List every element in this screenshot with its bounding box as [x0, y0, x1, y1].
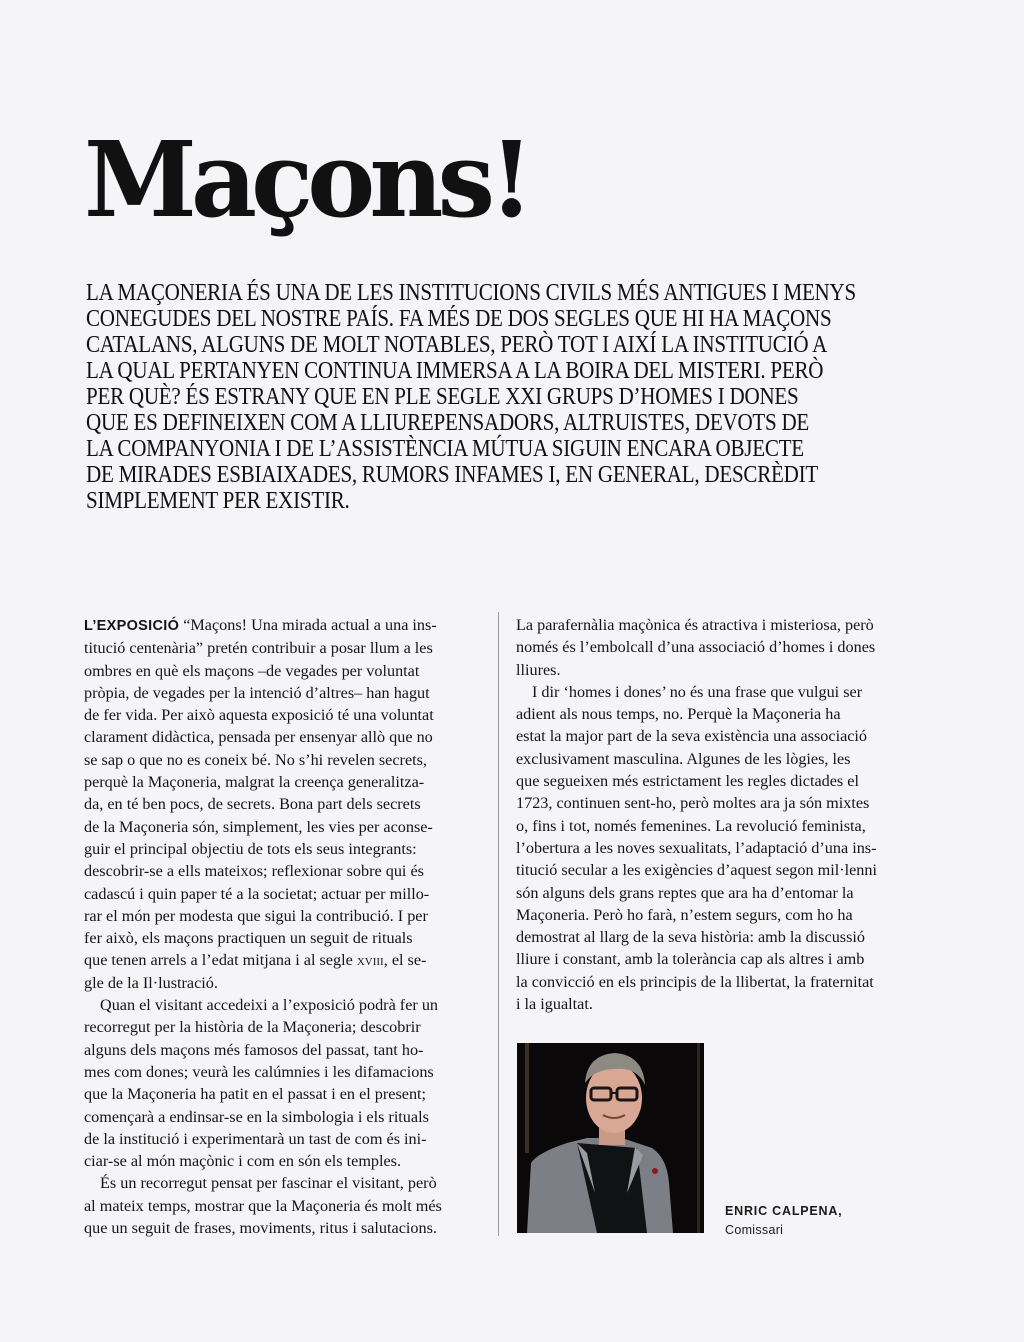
lead-line: LA MAÇONERIA ÉS UNA DE LES INSTITUCIONS CIVILS MÉS ANTIGUES I MENYS: [86, 279, 856, 306]
text-line: titució secular a les exigències d’aquest segon mil·lenni: [516, 861, 877, 880]
text-line: són alguns dels grans reptes que ara ha d’entomar la: [516, 883, 854, 902]
text-line: mes com dones; veurà les calúmnies i les difamacions: [84, 1062, 434, 1081]
text-line: da, en té ben pocs, de secrets. Bona part dels secrets: [84, 795, 421, 814]
text-line: La parafernàlia maçònica és atractiva i misteriosa, però: [516, 616, 874, 634]
text-line: perquè la Maçoneria, malgrat la creença generalitza-: [84, 773, 425, 792]
text-line: de fer vida. Per això aquesta exposició té una voluntat: [84, 706, 434, 725]
text-line: recorregut per la història de la Maçoneria; descobrir: [84, 1018, 421, 1037]
text-line: que segueixen més estrictament les regles dictades el: [516, 772, 859, 791]
caption-name: ENRIC CALPENA,: [725, 1204, 843, 1218]
lead-line: SIMPLEMENT PER EXISTIR.: [86, 487, 350, 514]
text-line: estat la major part de la seva existència una associació: [516, 727, 868, 746]
lead-paragraph: [86, 280, 946, 514]
text-line: que un seguit de frases, moviments, ritus i salutacions.: [84, 1219, 437, 1238]
text-line: i la igualtat.: [516, 995, 593, 1014]
lead-line: LA QUAL PERTANYEN CONTINUA IMMERSA A LA BOIRA DEL MISTERI. PERÒ: [86, 357, 824, 384]
text-line: Maçoneria. Però ho farà, n’estem segurs, com ho ha: [516, 905, 853, 924]
column-divider: [498, 612, 499, 1236]
text-line: I dir ‘homes i dones’ no és una frase que vulgui ser: [532, 682, 863, 701]
text-line: que tenen arrels a l’edat mitjana i al segle xviii, el se-: [84, 951, 427, 970]
text-line: l’obertura a les noves sexualitats, l’adaptació d’una ins-: [516, 838, 877, 857]
text-line: alguns dels maçons més famosos del passat, tant ho-: [84, 1040, 424, 1059]
text-line: És un recorregut pensat per fascinar el visitant, però: [100, 1174, 437, 1193]
text-line: Quan el visitant accedeixi a l’exposició podrà fer un: [100, 996, 439, 1015]
text-line: la convicció en els principis de la llibertat, la fraternitat: [516, 972, 874, 991]
text-line: se sap o que no es coneix bé. No s’hi revelen secrets,: [84, 750, 427, 769]
text-line: demostrat al llarg de la seva història: amb la discussió: [516, 928, 865, 947]
text-line: adient als nous temps, no. Perquè la Maçoneria ha: [516, 705, 841, 724]
lead-line: CATALANS, ALGUNS DE MOLT NOTABLES, PERÒ TOT I AIXÍ LA INSTITUCIÓ A: [86, 331, 828, 358]
text-line: lliures.: [516, 660, 561, 679]
caption-role: Comissari: [725, 1223, 784, 1237]
text-line: només és l’embolcall d’una associació d’homes i dones: [516, 638, 876, 657]
text-line: [84, 614, 484, 637]
text-line: començarà a endinsar-se en la simbologia i els rituals: [84, 1107, 429, 1126]
lead-line: DE MIRADES ESBIAIXADES, RUMORS INFAMES I, EN GENERAL, DESCRÈDIT: [86, 461, 818, 488]
portrait-photo: [517, 1043, 704, 1233]
lead-line: PER QUÈ? ÉS ESTRANY QUE EN PLE SEGLE XXI GRUPS D’HOMES I DONES: [86, 383, 799, 410]
roman-numeral: xviii: [356, 951, 384, 970]
text-line: ciar-se al món maçònic i com en són els temples.: [84, 1152, 402, 1171]
article-title: Maçons!: [84, 118, 528, 241]
text-line: de la institució i experimentarà un tast de com és ini-: [84, 1129, 427, 1148]
text-line: o, fins i tot, només femenines. La revolució feminista,: [516, 816, 866, 835]
body-column-left: [84, 614, 484, 1239]
photo-caption: [725, 1202, 842, 1240]
text-line: guir el principal objectiu de tots els seus integrants:: [84, 839, 417, 858]
text-line: ombres en què els maçons –de vegades per voluntat: [84, 661, 420, 680]
text-line: gle de la Il·lustració.: [84, 973, 218, 992]
text-line: que la Maçoneria ha patit en el passat i en el present;: [84, 1085, 427, 1104]
lead-line: CONEGUDES DEL NOSTRE PAÍS. FA MÉS DE DOS SEGLES QUE HI HA MAÇONS: [86, 305, 832, 332]
body-column-right: [516, 614, 926, 1015]
section-kicker: L’EXPOSICIÓ: [84, 618, 180, 634]
lead-line: LA COMPANYONIA I DE L’ASSISTÈNCIA MÚTUA SIGUIN ENCARA OBJECTE: [86, 435, 804, 462]
text-line: lliure i constant, amb la tolerància cap als altres i amb: [516, 950, 865, 969]
text-line: 1723, continuen sent-ho, però moltes ara ja són mixtes: [516, 794, 870, 813]
text-line: cadascú i quin paper té a la societat; actuar per millo-: [84, 884, 430, 903]
text-fragment: “Maçons! Una mirada actual a una ins-: [179, 616, 437, 634]
lead-line: QUE ES DEFINEIXEN COM A LLIUREPENSADORS, ALTRUISTES, DEVOTS DE: [86, 409, 810, 436]
text-line: fer això, els maçons practiquen un seguit de rituals: [84, 929, 413, 948]
text-line: clarament didàctica, pensada per ensenyar allò que no: [84, 728, 433, 747]
text-line: pròpia, de vegades per la intenció d’altres– han hagut: [84, 683, 430, 702]
portrait-illustration: [517, 1043, 704, 1233]
text-line: de la Maçoneria són, simplement, les vies per aconse-: [84, 817, 433, 836]
text-line: al mateix temps, mostrar que la Maçoneria és molt més: [84, 1196, 442, 1215]
text-line: exclusivament masculina. Algunes de les lògies, les: [516, 749, 851, 768]
text-line: rar el món per modesta que sigui la contribució. I per: [84, 906, 428, 925]
text-line: descobrir-se a ells mateixos; reflexionar sobre qui és: [84, 862, 424, 881]
text-line: titució centenària” pretén contribuir a posar llum a les: [84, 639, 433, 658]
